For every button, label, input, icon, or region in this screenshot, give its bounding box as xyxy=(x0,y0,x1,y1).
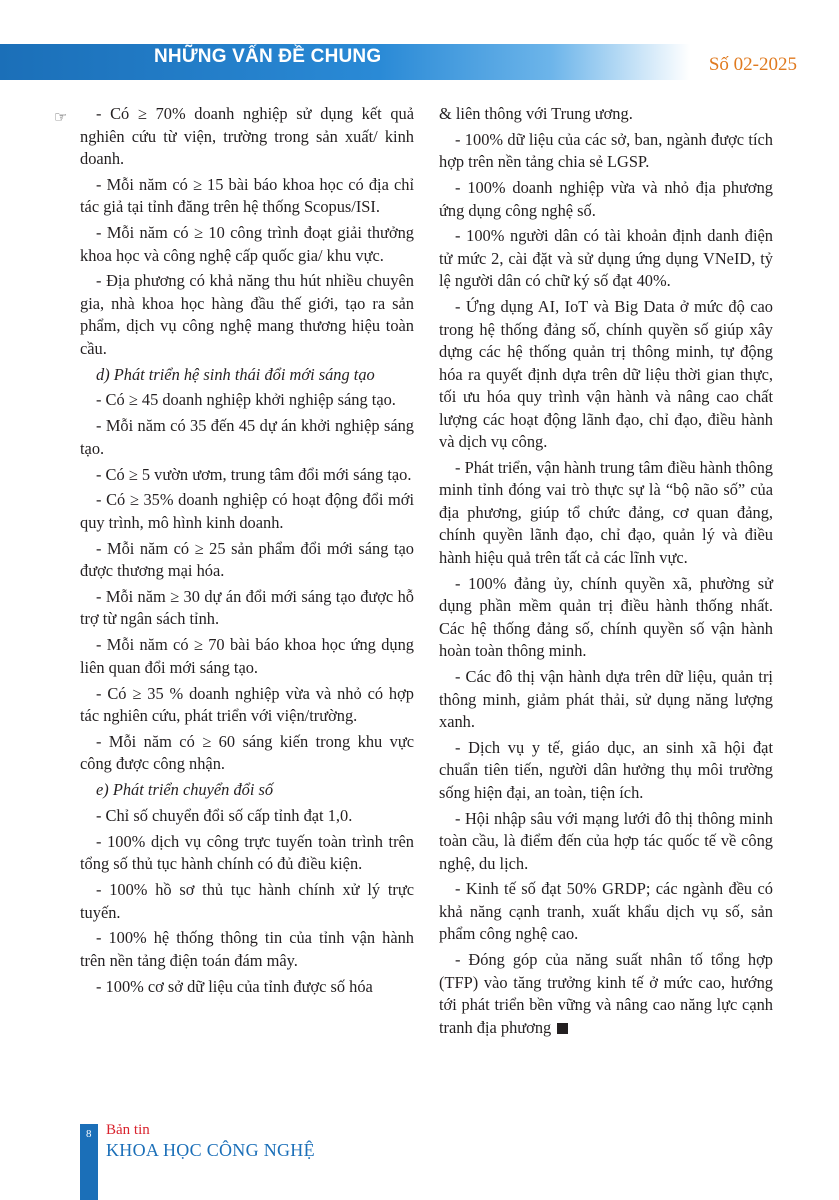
paragraph: - Có ≥ 5 vườn ươm, trung tâm đổi mới sáng tạo. xyxy=(96,464,412,484)
paragraph: - Mỗi năm ≥ 30 dự án đổi mới sáng tạo được hỗ trợ từ ngân sách tỉnh. xyxy=(80,586,414,629)
right-column xyxy=(439,103,773,1043)
subsection-heading: e) Phát triển chuyển đổi số xyxy=(96,780,274,800)
paragraph: - 100% doanh nghiệp vừa và nhỏ địa phương ứng dụng công nghệ số. xyxy=(439,178,773,220)
paragraph: - Mỗi năm có ≥ 25 sản phẩm đổi mới sáng tạo được thương mại hóa. xyxy=(80,538,414,581)
newsletter-title: KHOA HỌC CÔNG NGHỆ xyxy=(106,1140,315,1160)
paragraph: - 100% đảng ủy, chính quyền xã, phường sử dụng phần mềm quản trị điều hành thống nhất. Các hệ thống đảng số, chính quyền số vận hành hoàn toàn thông minh. xyxy=(439,573,773,661)
final-paragraph xyxy=(439,949,773,1039)
pointing-hand-icon: ☞ xyxy=(54,108,68,126)
paragraph: - 100% dữ liệu của các sở, ban, ngành được tích hợp trên nền tảng chia sẻ LGSP. xyxy=(439,129,773,172)
paragraph: - Mỗi năm có ≥ 70 bài báo khoa học ứng dụng liên quan đổi mới sáng tạo. xyxy=(80,635,414,677)
paragraph: - Phát triển, vận hành trung tâm điều hành thông minh tỉnh đóng vai trò thực sự là “bộ não số” của địa phương, giúp tổ chức đảng, cơ quan đảng, chính quyền lãnh đạo, chỉ đạo, quản lý và điều hành hiệu quả trên tất cả các lĩnh vực. xyxy=(439,457,773,567)
paragraph-continuation: & liên thông với Trung ương. xyxy=(439,104,633,123)
paragraph: - 100% người dân có tài khoản định danh điện tử mức 2, cài đặt và sử dụng ứng dụng VNeID, tỷ lệ người dân có chữ ký số đạt 40%. xyxy=(439,226,773,291)
paragraph: - Mỗi năm có ≥ 15 bài báo khoa học có địa chỉ tác giả tại tỉnh đăng trên hệ thống Scopus/ISI. xyxy=(80,174,414,217)
newsletter-label: Bản tin xyxy=(106,1122,150,1138)
paragraph: - Mỗi năm có ≥ 10 công trình đoạt giải thưởng khoa học và công nghệ cấp quốc gia/ khu vực. xyxy=(80,223,414,265)
paragraph: - Có ≥ 35% doanh nghiệp có hoạt động đổi mới quy trình, mô hình kinh doanh. xyxy=(80,490,414,532)
paragraph: - Dịch vụ y tế, giáo dục, an sinh xã hội đạt chuẩn tiên tiến, người dân hưởng thụ môi trường sống hiện đại, an toàn, tiện ích. xyxy=(439,737,773,802)
paragraph: - Kinh tế số đạt 50% GRDP; các ngành đều có khả năng cạnh tranh, xuất khẩu dịch vụ số, sản phẩm công nghệ cao. xyxy=(439,879,773,944)
paragraph: - 100% dịch vụ công trực tuyến toàn trình trên tổng số thủ tục hành chính có đủ điều kiện. xyxy=(80,831,414,874)
paragraph: - Có ≥ 35 % doanh nghiệp vừa và nhỏ có hợp tác nghiên cứu, phát triển với viện/trường. xyxy=(80,683,414,726)
paragraph: - Mỗi năm có 35 đến 45 dự án khởi nghiệp sáng tạo. xyxy=(80,416,414,458)
paragraph: - Các đô thị vận hành dựa trên dữ liệu, quản trị thông minh, giảm phát thải, sử dụng năng lượng xanh. xyxy=(439,667,773,732)
section-title: NHỮNG VẤN ĐỀ CHUNG xyxy=(154,46,382,67)
paragraph: - Địa phương có khả năng thu hút nhiều chuyên gia, nhà khoa học hàng đầu thế giới, tạo ra sản phẩm, dịch vụ công nghệ mang thương hiệu toàn cầu. xyxy=(80,271,414,358)
paragraph: - 100% cơ sở dữ liệu của tỉnh được số hóa xyxy=(96,976,373,996)
issue-number: Số 02-2025 xyxy=(708,54,797,75)
subsection-heading: d) Phát triển hệ sinh thái đổi mới sáng tạo xyxy=(96,364,375,384)
paragraph: - Chỉ số chuyển đổi số cấp tỉnh đạt 1,0. xyxy=(96,805,353,825)
square-end-icon xyxy=(557,1023,568,1034)
page-number: 8 xyxy=(86,1128,92,1140)
paragraph: - Mỗi năm có ≥ 60 sáng kiến trong khu vực công được công nhận. xyxy=(80,731,414,774)
paragraph: - Ứng dụng AI, IoT và Big Data ở mức độ cao trong hệ thống đảng số, chính quyền số giúp xây dựng các hệ thống quản trị thông minh, tự động hóa ra quyết định dựa trên dữ liệu thời gian thực, tối ưu hóa quy trình vận hành và nâng cao chất lượng các hoạt động lãnh đạo, chỉ đạo, điều hành và dịch vụ công. xyxy=(439,297,773,452)
paragraph: - Có ≥ 70% doanh nghiệp sử dụng kết quả nghiên cứu từ viện, trường trong sản xuất/ kinh doanh. xyxy=(80,104,414,168)
paragraph: - 100% hồ sơ thủ tục hành chính xử lý trực tuyến. xyxy=(80,880,414,922)
paragraph: - Có ≥ 45 doanh nghiệp khởi nghiệp sáng tạo. xyxy=(96,390,396,410)
final-paragraph-text: - Đóng góp của năng suất nhân tố tổng hợp (TFP) vào tăng trưởng kinh tế ở mức cao, hướng tới phát triển bền vững và nâng cao năng lực cạnh tranh địa phương xyxy=(439,950,773,1037)
paragraph: - 100% hệ thống thông tin của tỉnh vận hành trên nền tảng điện toán đám mây. xyxy=(80,928,414,970)
paragraph: - Hội nhập sâu với mạng lưới đô thị thông minh toàn cầu, là điểm đến của hợp tác quốc tế về công nghệ, du lịch. xyxy=(439,808,773,873)
left-column xyxy=(80,103,414,1001)
